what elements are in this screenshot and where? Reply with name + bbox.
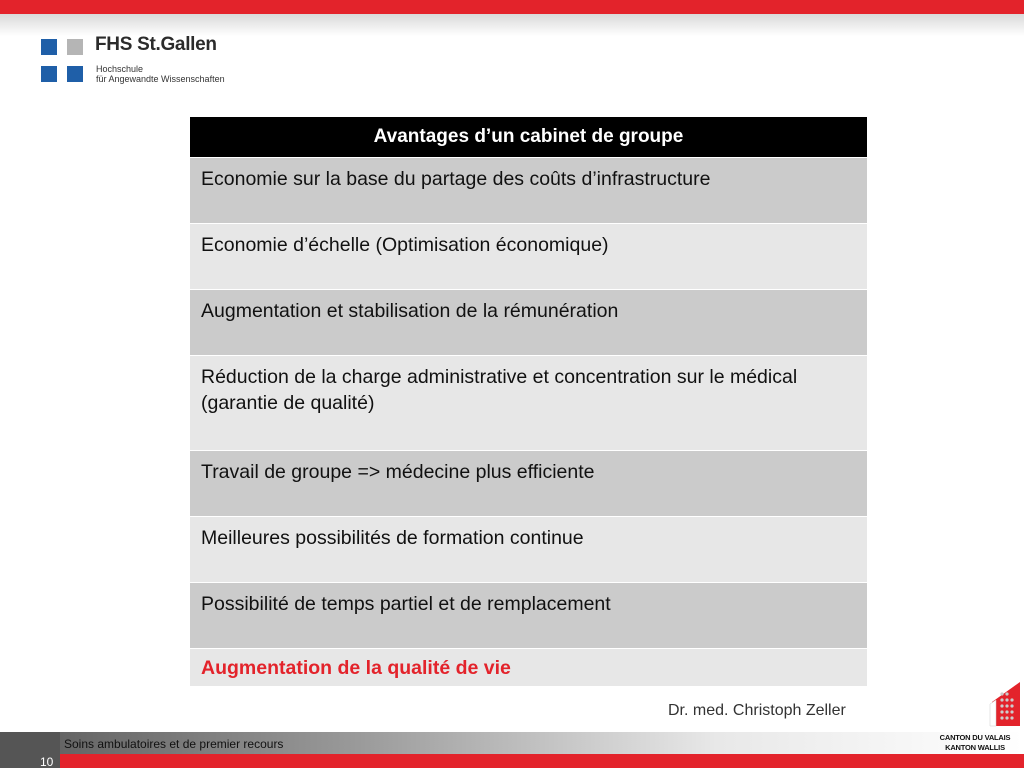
logo-brand-text: FHS St.Gallen bbox=[95, 34, 217, 55]
table-row: Travail de groupe => médecine plus efficiente bbox=[190, 451, 868, 517]
logo-subtitle bbox=[96, 64, 225, 84]
logo-square-blue-2 bbox=[41, 66, 57, 82]
footer-title: Soins ambulatoires et de premier recours bbox=[64, 737, 284, 751]
advantages-table bbox=[189, 116, 868, 687]
canton-label-fr: CANTON DU VALAIS bbox=[939, 733, 1011, 742]
page-number: 10 bbox=[40, 755, 54, 769]
logo-subtitle-line1: Hochschule bbox=[96, 64, 144, 74]
logo-square-blue-1 bbox=[41, 39, 57, 55]
table-row: Meilleures possibilités de formation continue bbox=[190, 517, 868, 583]
table-row-highlight: Augmentation de la qualité de vie bbox=[190, 649, 868, 687]
logo-subtitle-line2: für Angewandte Wissenschaften bbox=[96, 74, 225, 84]
table-row: Réduction de la charge administrative et concentration sur le médical (garantie de qualité) bbox=[190, 356, 868, 451]
bottom-red-band bbox=[0, 754, 1024, 768]
table-row: Possibilité de temps partiel et de remplacement bbox=[190, 583, 868, 649]
valais-coat-of-arms-icon bbox=[930, 680, 1020, 730]
author-name: Dr. med. Christoph Zeller bbox=[668, 702, 846, 719]
table-row: Augmentation et stabilisation de la rémunération bbox=[190, 290, 868, 356]
logo-square-blue-3 bbox=[67, 66, 83, 82]
canton-logo bbox=[930, 680, 1020, 754]
top-red-band bbox=[0, 0, 1024, 14]
canton-label-de: KANTON WALLIS bbox=[945, 743, 1005, 752]
table-row: Economie sur la base du partage des coûts d’infrastructure bbox=[190, 158, 868, 224]
fhs-logo bbox=[37, 29, 237, 87]
table-row: Economie d’échelle (Optimisation économique) bbox=[190, 224, 868, 290]
table-header: Avantages d’un cabinet de groupe bbox=[190, 117, 868, 158]
logo-square-gray bbox=[67, 39, 83, 55]
